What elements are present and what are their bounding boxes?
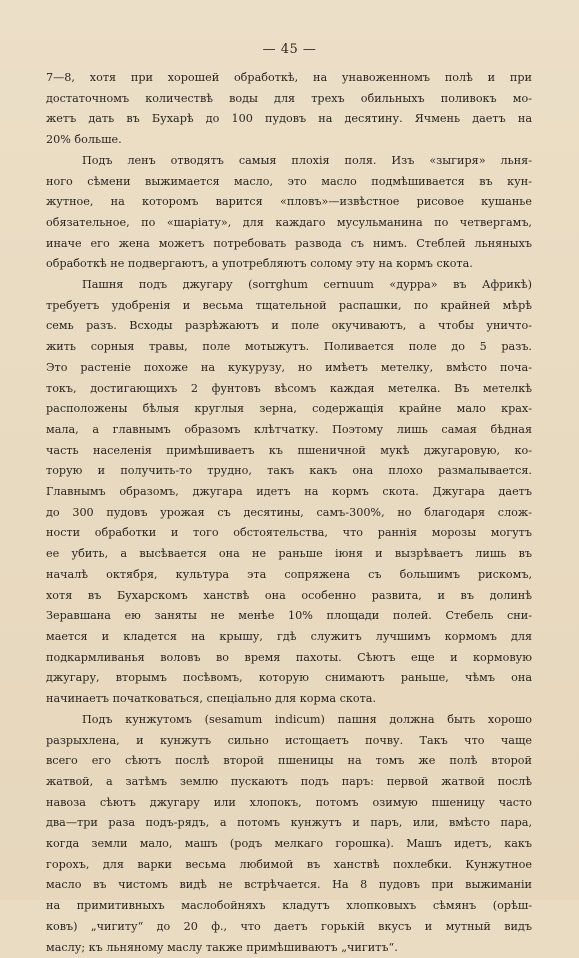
text-line: Подъ ленъ отводятъ самыя плохія поля. Изъ «зыгиря» льня- [82, 153, 532, 167]
text-line: жить сорныя травы, поле мотыжутъ. Поливается поле до 5 разъ. [46, 340, 532, 354]
text-line: жетъ дать въ Бухарѣ до 100 пудовъ на десятину. Ячмень даетъ на [46, 112, 532, 126]
text-line: иначе его жена можетъ потребовать развода съ нимъ. Стеблей льняныхъ [46, 236, 532, 250]
text-line: масло въ чистомъ видѣ не встрѣчается. На 8 пудовъ при выжиманіи [46, 878, 532, 892]
text-line: ее убить, а высѣвается она не раньше іюня и вызрѣваетъ лишь въ [46, 547, 532, 561]
text-line: Зеравшана ею заняты не менѣе 10% площади полей. Стебель сни- [46, 609, 532, 623]
text-line: 7—8, хотя при хорошей обработкѣ, на унавоженномъ полѣ и при [46, 71, 532, 84]
text-line: требуетъ удобренія и весьма тщательной распашки, по крайней мѣрѣ [46, 298, 532, 312]
text-line: подкармливанья воловъ во время пахоты. Сѣютъ еще и кормовую [46, 650, 532, 664]
text-line: когда земли мало, машъ (родъ мелкаго горошка). Машъ идетъ, какъ [46, 837, 532, 851]
text-line: джугару, вторымъ посѣвомъ, которую снимаютъ раньше, чѣмъ она [46, 671, 532, 685]
text-line: торую и получить-то трудно, такъ какъ она плохо размалывается. [46, 464, 532, 478]
text-line: маслу; къ льняному маслу также примѣшиваютъ „чигитъ“. [46, 940, 398, 954]
text-line: мала, а главнымъ образомъ клѣтчатку. Поэтому лишь самая бѣдная [46, 422, 532, 436]
text-line: 20% больше. [46, 133, 122, 147]
text-line: ности обработки и того обстоятельства, что раннія морозы могутъ [46, 526, 532, 540]
text-line: ного сѣмени выжимается масло, это масло подмѣшивается въ кун- [46, 174, 532, 188]
text-line: до 300 пудовъ урожая съ десятины, самъ-300%, но благодаря слож- [46, 505, 532, 519]
text-line: семь разъ. Всходы разрѣжаютъ и поле окучиваютъ, а чтобы уничто- [46, 319, 532, 333]
text-line: достаточномъ количествѣ воды для трехъ обильныхъ поливокъ мо- [46, 91, 532, 105]
text-line: токъ, достигающихъ 2 фунтовъ вѣсомъ каждая метелка. Въ метелкѣ [46, 381, 532, 395]
text-line: горохъ, для варки весьма любимой въ ханствѣ похлебки. Кунжутное [46, 857, 532, 871]
text-line: расположены бѣлыя круглыя зерна, содержащія крайне мало крах- [46, 402, 532, 416]
text-line: Подъ кунжутомъ (sesamum indicum) пашня должна быть хорошо [82, 712, 532, 726]
text-line: на примитивныхъ маслобойняхъ кладутъ хлопковыхъ сѣмянъ (орѣш- [46, 899, 532, 913]
text-line: навоза сѣютъ джугару или хлопокъ, потомъ озимую пшеницу часто [46, 795, 532, 809]
text-line: всего его сѣютъ послѣ второй пшеницы на томъ же полѣ второй [46, 754, 532, 768]
page-number: — 45 — [262, 42, 317, 57]
text-line: ковъ) „чигиту“ до 20 ф., что даетъ горькій вкусъ и мутный видъ [46, 919, 532, 933]
body-text [46, 68, 532, 958]
text-line: обработкѣ не подвергаютъ, а употребляютъ солому эту на кормъ скота. [46, 257, 473, 271]
text-line: разрыхлена, и кунжутъ сильно истощаетъ почву. Такъ что чаще [46, 733, 532, 747]
text-line: мается и кладется на крышу, гдѣ служитъ лучшимъ кормомъ для [46, 629, 532, 643]
text-line: обязательное, по «шаріату», для каждаго мусульманина по четвергамъ, [46, 215, 532, 229]
text-line: Главнымъ образомъ, джугара идетъ на кормъ скота. Джугара даетъ [46, 485, 532, 499]
text-line: два—три раза подъ-рядъ, а потомъ кунжутъ и паръ, или, вмѣсто пара, [46, 816, 532, 830]
text-line: хотя въ Бухарскомъ ханствѣ она особенно развита, и въ долинѣ [46, 588, 532, 602]
text-line: жатвой, а затѣмъ землю пускаютъ подъ паръ: первой жатвой послѣ [46, 774, 532, 788]
text-line: началѣ октября, культура эта сопряжена съ большимъ рискомъ, [46, 567, 532, 581]
text-line: жутное, на которомъ варится «пловъ»—извѣстное рисовое кушанье [46, 195, 532, 209]
text-line: часть населенія примѣшиваетъ къ пшеничной мукѣ джугаровую, ко- [46, 443, 532, 457]
text-line: начинаетъ початковаться, спеціально для корма скота. [46, 692, 377, 706]
text-line: Пашня подъ джугару (sorrghum cernuum «дурра» въ Африкѣ) [82, 278, 532, 292]
text-line: Это растеніе похоже на кукурузу, но имѣетъ метелку, вмѣсто поча- [46, 360, 532, 374]
